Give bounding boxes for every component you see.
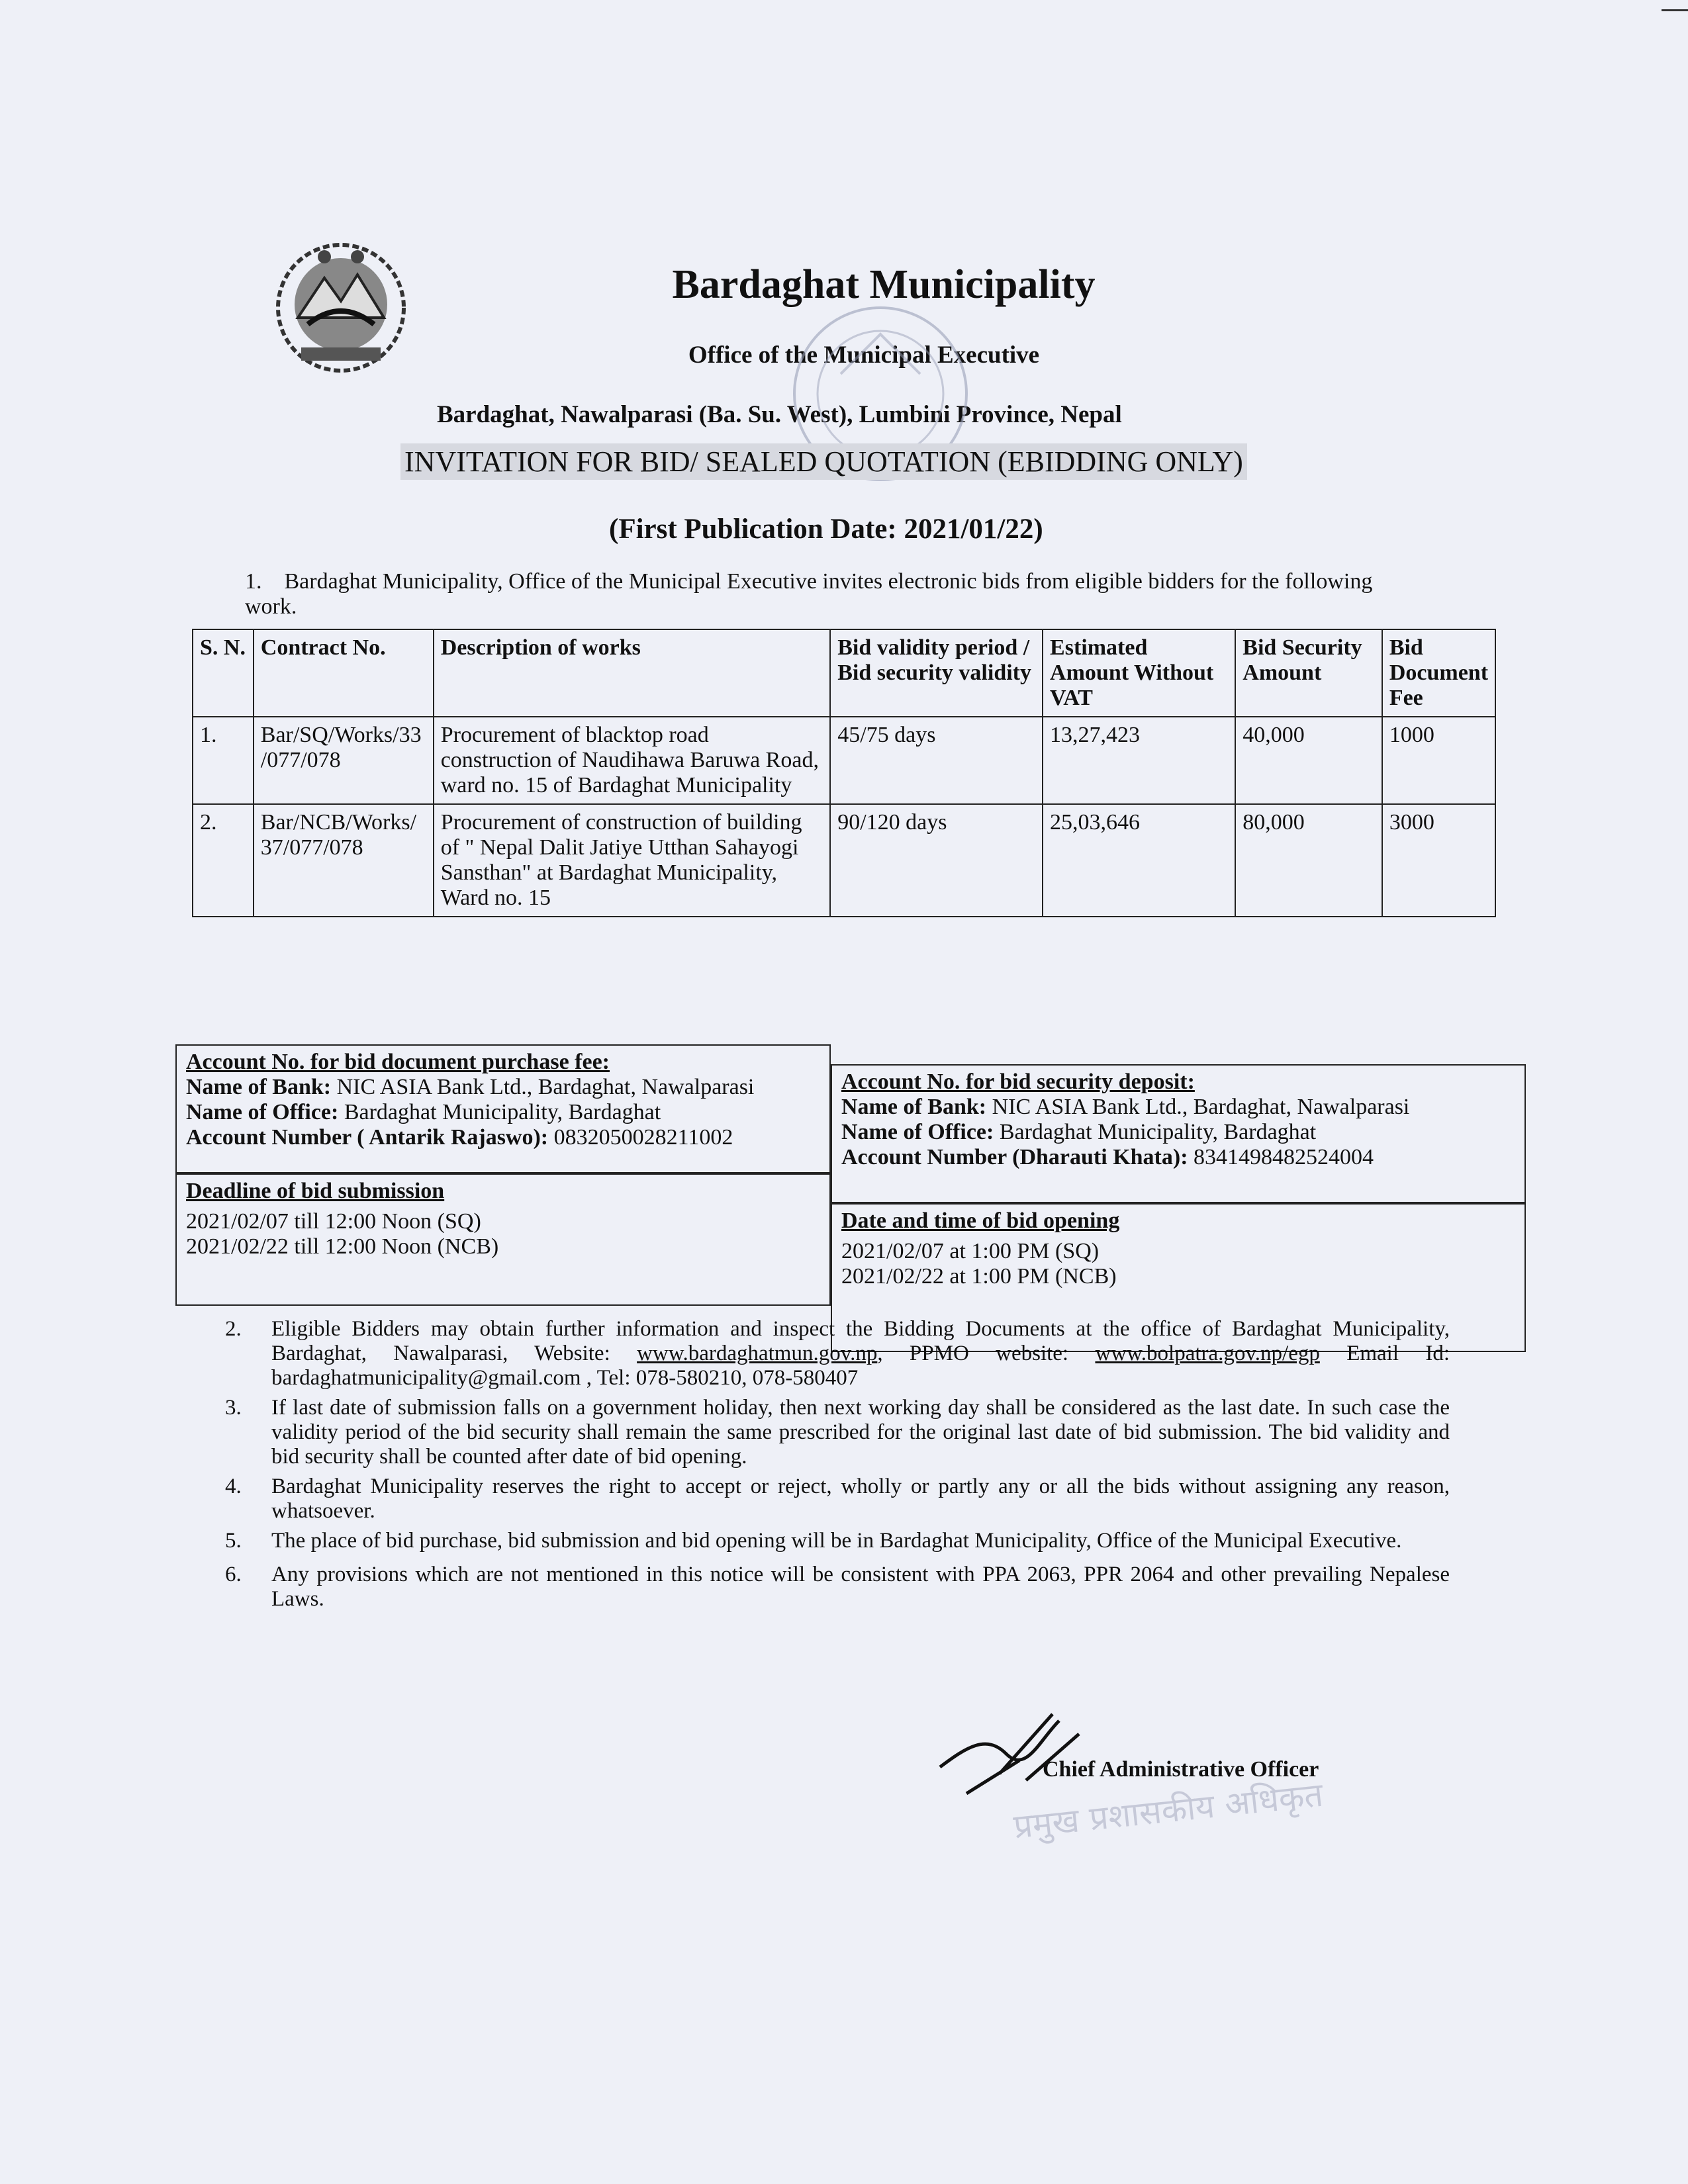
cell-contract-no: Bar/SQ/Works/33 /077/078 (254, 717, 434, 804)
opening-sq: 2021/02/07 at 1:00 PM (SQ) (841, 1239, 1100, 1263)
note-number: 2. (225, 1317, 242, 1341)
office-seal-stamp (781, 295, 980, 533)
col-description: Description of works (434, 629, 831, 717)
bank-name: NIC ASIA Bank Ltd., Bardaghat, Nawalparasi (336, 1075, 755, 1099)
office-label: Name of Office: (841, 1120, 994, 1144)
account-number: 8341498482524004 (1194, 1145, 1374, 1169)
cell-contract-no: Bar/NCB/Works/ 37/077/078 (254, 804, 434, 917)
office-subtitle: Office of the Municipal Executive (688, 341, 1040, 369)
notice-title: INVITATION FOR BID/ SEALED QUOTATION (EBIDDING ONLY) (400, 443, 1247, 480)
note-number: 5. (225, 1529, 242, 1553)
ppmo-website-link[interactable]: www.bolpatra.gov.np/egp (1095, 1342, 1320, 1365)
office-name: Bardaghat Municipality, Bardaghat (344, 1100, 661, 1124)
security-account-heading: Account No. for bid security deposit: (841, 1069, 1195, 1094)
deadline-box (175, 1173, 831, 1306)
deadline-heading: Deadline of bid submission (186, 1179, 445, 1203)
col-bid-validity: Bid validity period / Bid security validity (830, 629, 1043, 717)
security-account-box (831, 1064, 1526, 1203)
opening-ncb: 2021/02/22 at 1:00 PM (NCB) (841, 1264, 1117, 1289)
table-header-row (193, 629, 1495, 717)
note-text-part: Email Id: bardaghatmunicipality@gmail.com , Tel: 078-580210, 078-580407 (271, 1342, 1450, 1390)
note-text-part: , PPMO website: (877, 1342, 1096, 1365)
col-bid-security: Bid Security Amount (1235, 629, 1382, 717)
account-label: Account Number ( Antarik Rajaswo): (186, 1125, 549, 1150)
doc-fee-account-heading: Account No. for bid document purchase fee: (186, 1050, 610, 1074)
note-text-part: Eligible Bidders may obtain further information and inspect the Bidding Documents at the office of Bardaghat Municipality, Bardaghat, Nawalparasi, Website: (271, 1317, 1450, 1365)
list-item (225, 1563, 1450, 1612)
account-label: Account Number (Dharauti Khata): (841, 1145, 1188, 1169)
list-item (225, 1317, 1450, 1390)
officer-stamp-text: प्रमुख प्रशासकीय अधिकृत (1011, 1775, 1325, 1846)
officer-designation: Chief Administrative Officer (1043, 1757, 1319, 1782)
cell-description: Procurement of construction of building of " Nepal Dalit Jatiye Utthan Sahayogi Sansthan" at Bardaghat Municipality, Ward no. 15 (434, 804, 831, 917)
page-title: Bardaghat Municipality (672, 262, 1096, 307)
note-text: Any provisions which are not mentioned in this notice will be consistent with PPA 2063, PPR 2064 and other prevailing Nepalese Laws. (271, 1563, 1450, 1611)
notes-list (225, 1317, 1450, 1617)
intro-paragraph (245, 569, 1383, 619)
cell-description: Procurement of blacktop road construction of Naudihawa Baruwa Road, ward no. 15 of Bardaghat Municipality (434, 717, 831, 804)
note-text: The place of bid purchase, bid submission and bid opening will be in Bardaghat Municipality, Office of the Municipal Executive. (271, 1529, 1402, 1553)
cell-bid-validity: 45/75 days (830, 717, 1043, 804)
office-address: Bardaghat, Nawalparasi (Ba. Su. West), Lumbini Province, Nepal (437, 401, 1122, 428)
works-table (192, 629, 1496, 917)
note-number: 6. (225, 1563, 242, 1586)
bank-name: NIC ASIA Bank Ltd., Bardaghat, Nawalparasi (992, 1095, 1410, 1119)
deadline-sq: 2021/02/07 till 12:00 Noon (SQ) (186, 1209, 481, 1234)
col-sn: S. N. (193, 629, 254, 717)
list-item (225, 1529, 1450, 1553)
col-doc-fee: Bid Document Fee (1382, 629, 1495, 717)
office-label: Name of Office: (186, 1100, 339, 1124)
opening-heading: Date and time of bid opening (841, 1208, 1120, 1233)
cell-sn: 2. (193, 804, 254, 917)
list-item (225, 1396, 1450, 1469)
cell-bid-security: 80,000 (1235, 804, 1382, 917)
table-row (193, 804, 1495, 917)
publication-date: (First Publication Date: 2021/01/22) (609, 514, 1043, 545)
cell-doc-fee: 3000 (1382, 804, 1495, 917)
office-name: Bardaghat Municipality, Bardaghat (999, 1120, 1317, 1144)
note-number: 3. (225, 1396, 242, 1420)
table-row (193, 717, 1495, 804)
bank-label: Name of Bank: (841, 1095, 987, 1119)
cell-bid-security: 40,000 (1235, 717, 1382, 804)
note-number: 4. (225, 1475, 242, 1498)
note-text: Bardaghat Municipality reserves the right to accept or reject, wholly or partly any or all the bids without assigning any reason, whatsoever. (271, 1475, 1450, 1523)
intro-text: Bardaghat Municipality, Office of the Municipal Executive invites electronic bids from eligible bidders for the following work. (245, 569, 1373, 619)
cell-bid-validity: 90/120 days (830, 804, 1043, 917)
doc-fee-account-box (175, 1044, 831, 1173)
intro-number: 1. (245, 569, 262, 594)
account-number: 0832050028211002 (553, 1125, 733, 1150)
note-text: If last date of submission falls on a government holiday, then next working day shall be considered as the last date. In such case the validity period of the bid security shall remain the same prescribed for the original last date of bid submission. The bid validity and bid security shall be counted after date of bid opening. (271, 1396, 1450, 1469)
cell-estimated-amount: 25,03,646 (1043, 804, 1235, 917)
note-text (271, 1317, 1450, 1390)
col-contract-no: Contract No. (254, 629, 434, 717)
municipality-website-link[interactable]: www.bardaghatmun.gov.np (637, 1342, 878, 1365)
cell-estimated-amount: 13,27,423 (1043, 717, 1235, 804)
col-estimated-amount: Estimated Amount Without VAT (1043, 629, 1235, 717)
cell-doc-fee: 1000 (1382, 717, 1495, 804)
bank-label: Name of Bank: (186, 1075, 332, 1099)
cell-sn: 1. (193, 717, 254, 804)
list-item (225, 1475, 1450, 1524)
deadline-ncb: 2021/02/22 till 12:00 Noon (NCB) (186, 1234, 499, 1259)
edge-mark (1662, 9, 1688, 11)
